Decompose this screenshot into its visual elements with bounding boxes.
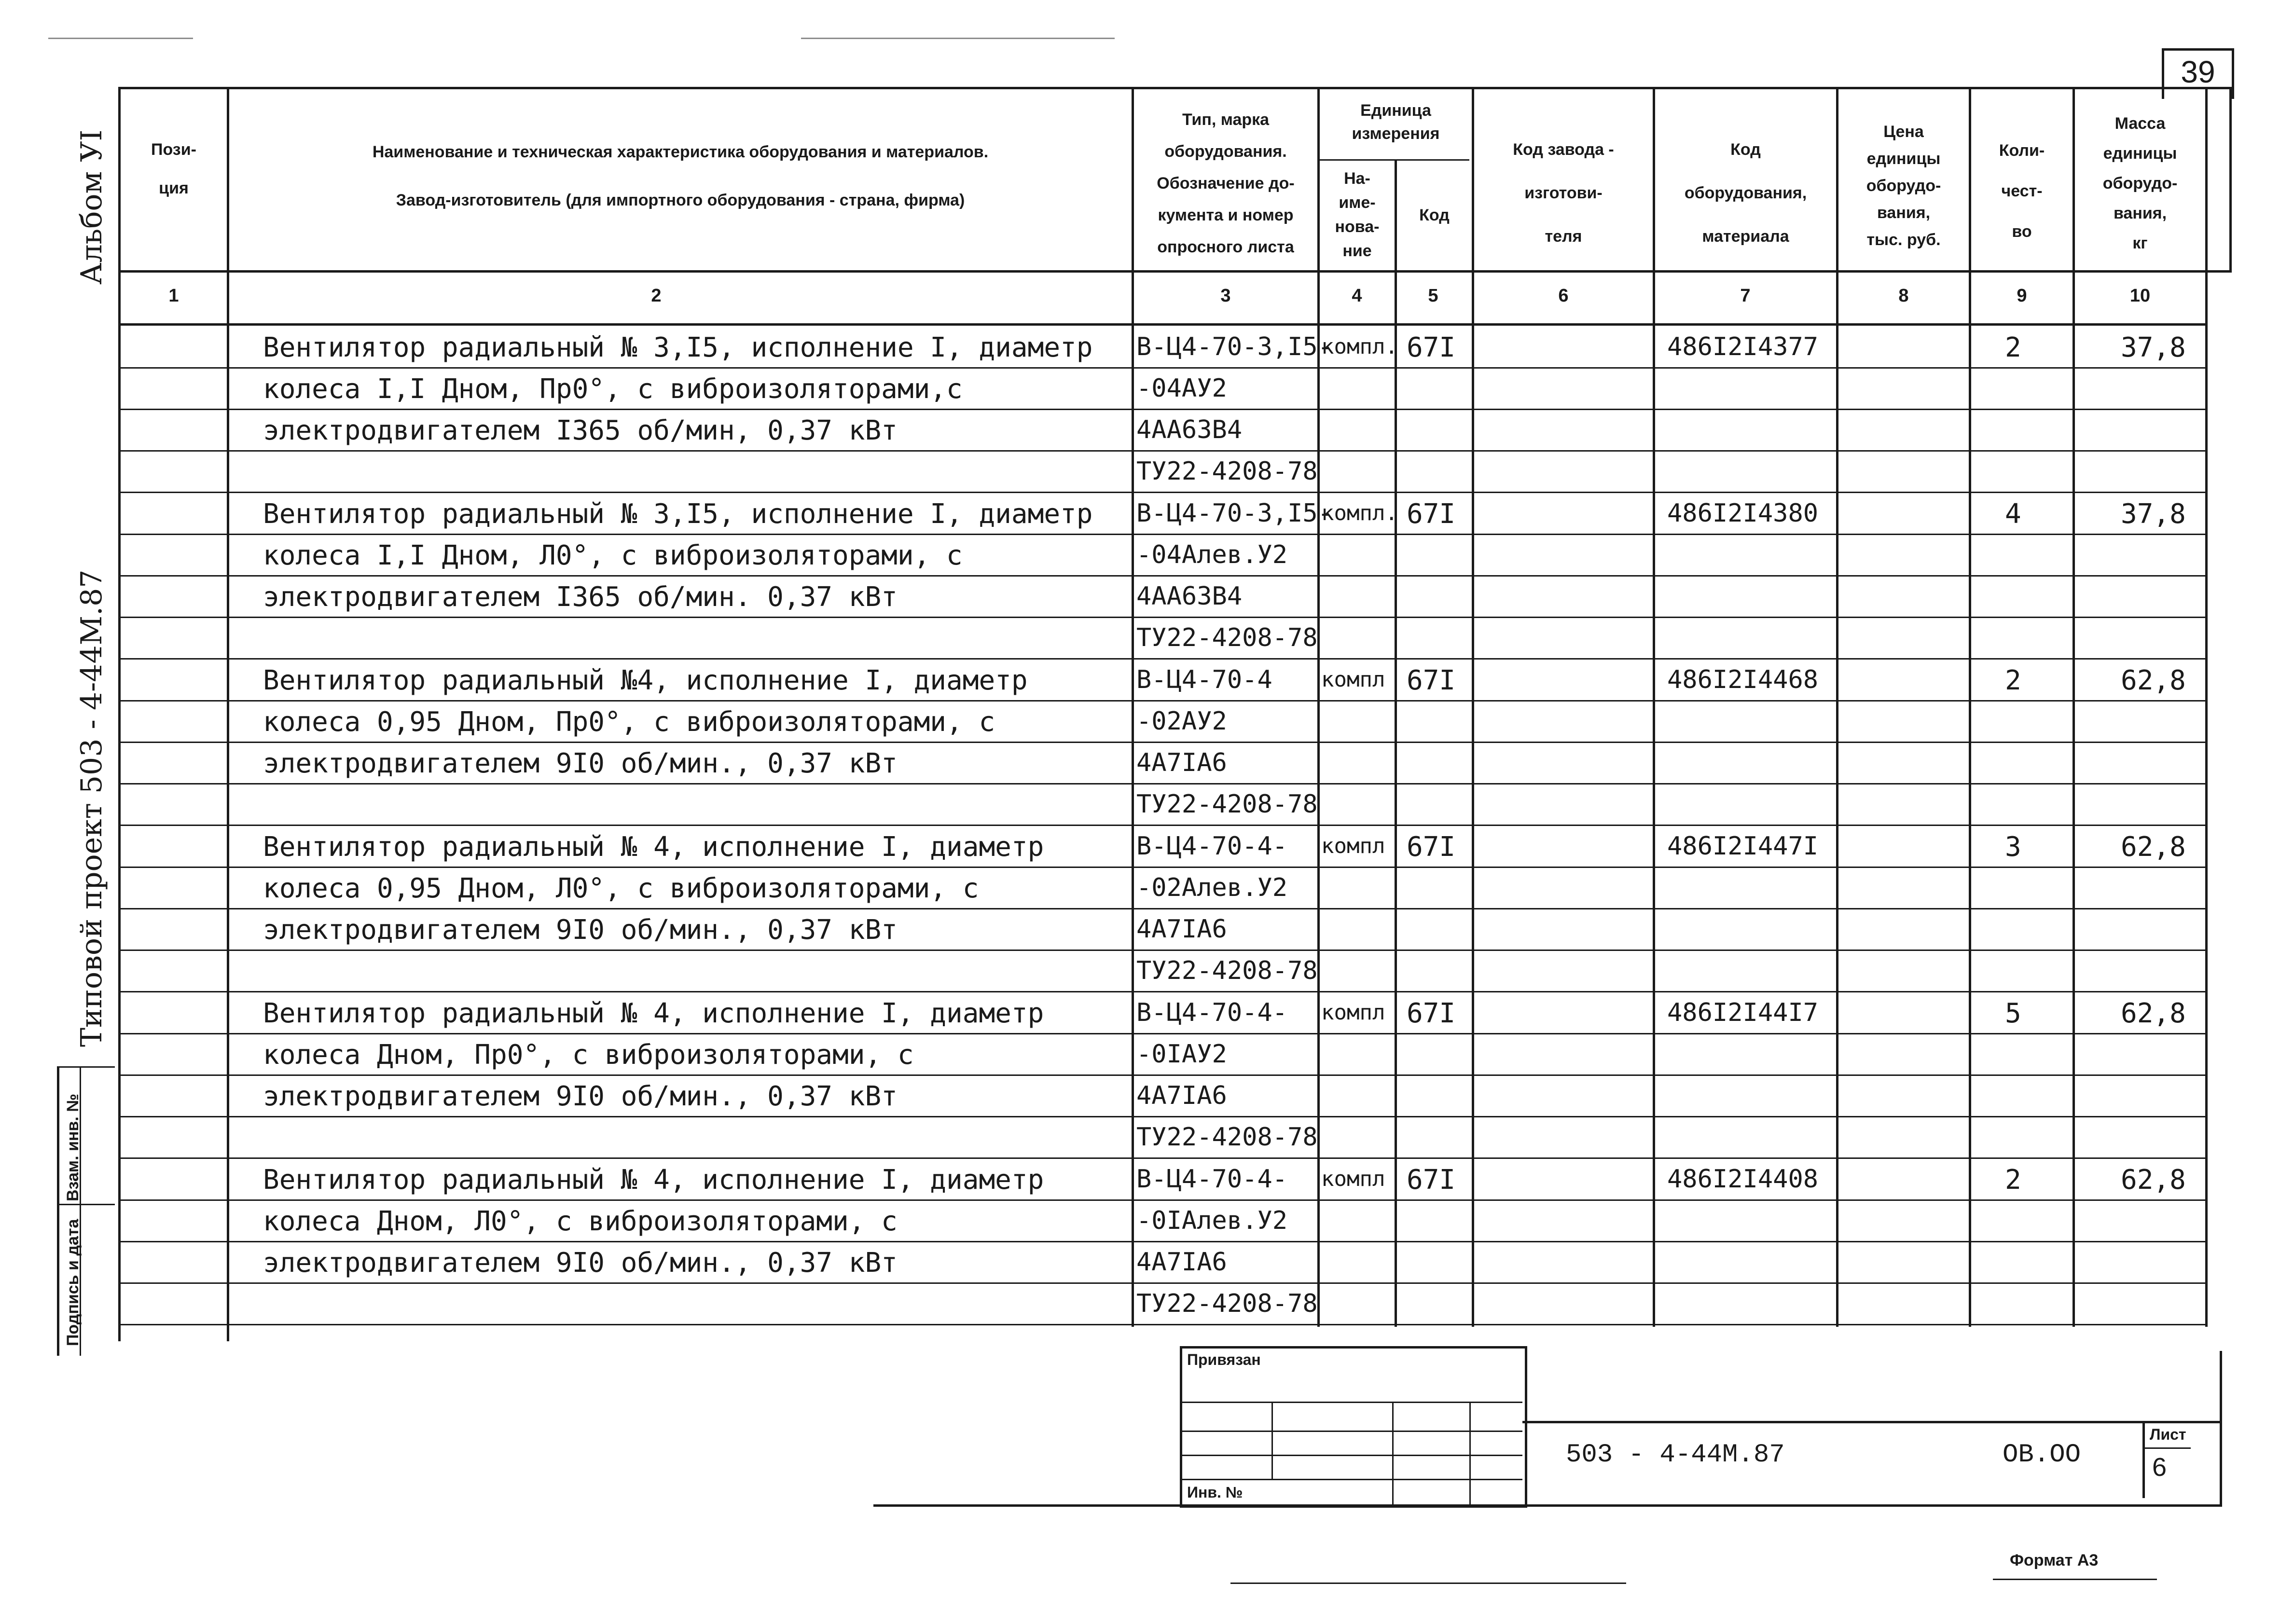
- item-unit: компл: [1321, 667, 1385, 692]
- stamp-vline: [1271, 1402, 1273, 1479]
- row-line: [118, 908, 2208, 909]
- row-line: [118, 991, 2208, 992]
- item-type-line: ТУ22-4208-78: [1136, 956, 1318, 985]
- column-number: 9: [2017, 286, 2027, 306]
- item-quantity: 5: [2005, 998, 2021, 1029]
- item-type-line: ТУ22-4208-78: [1136, 790, 1318, 819]
- doc-code: 503 - 4-44М.87: [1566, 1440, 1785, 1470]
- stamp-line: [1180, 1455, 1522, 1456]
- item-mass: 37,8: [2121, 332, 2186, 363]
- col-sep: [1472, 87, 1474, 1327]
- row-line: [118, 1116, 2208, 1117]
- item-mass: 37,8: [2121, 498, 2186, 530]
- item-quantity: 4: [2005, 498, 2021, 530]
- column-number: 8: [1898, 286, 1909, 306]
- row-line: [118, 783, 2208, 784]
- scan-mark: [48, 38, 193, 39]
- item-name-line: Вентилятор радиальный № 4, исполнение I, диаметр: [263, 1164, 1044, 1196]
- item-type-line: 4А7IА6: [1136, 915, 1227, 944]
- table-left: [118, 87, 121, 1341]
- row-line: [118, 367, 2208, 369]
- item-name-line: колеса 0,95 Дном, Пр0°, с виброизоляторами, с: [263, 706, 995, 738]
- item-unit: компл.: [1321, 334, 1398, 359]
- col-sep: [1969, 87, 1971, 1327]
- row-line: [118, 1324, 2208, 1325]
- row-line: [118, 617, 2208, 618]
- title-block-right: [2220, 1351, 2222, 1505]
- album-label: Альбом УI: [75, 129, 109, 285]
- header-position: Пози- ция: [151, 140, 196, 197]
- item-type-line: ТУ22-4208-78: [1136, 623, 1318, 652]
- project-label: Типовой проект 503 - 4-44М.87: [75, 569, 109, 1047]
- row-line: [118, 1157, 2208, 1159]
- stamp-line: [1180, 1431, 1522, 1432]
- item-name-line: Вентилятор радиальный № 4, исполнение I, диаметр: [263, 998, 1044, 1029]
- item-equipment-code: 486I2I44I7: [1667, 998, 1819, 1027]
- column-number: 5: [1428, 286, 1438, 306]
- item-quantity: 2: [2005, 332, 2021, 363]
- item-name-line: электродвигателем 9I0 об/мин., 0,37 кВт: [263, 914, 898, 946]
- item-name-line: Вентилятор радиальный №4, исполнение I, диаметр: [263, 665, 1028, 696]
- item-type-line: 4АА63В4: [1136, 582, 1243, 611]
- page-number: 39: [2181, 55, 2215, 89]
- item-mass: 62,8: [2121, 1164, 2186, 1196]
- header-type: Тип, марка оборудования. Обозначение до- кумента и номер опросного листа: [1157, 110, 1295, 256]
- item-type-line: 4А7IА6: [1136, 1248, 1227, 1277]
- item-name-line: электродвигателем 9I0 об/мин., 0,37 кВт: [263, 748, 898, 779]
- item-type-line: -04Алев.У2: [1136, 540, 1288, 569]
- stamp-inv: Инв. №: [1187, 1484, 1243, 1501]
- stamp-privyazan: Привязан: [1187, 1351, 1261, 1368]
- col-sep: [1132, 87, 1134, 1327]
- list-number: 6: [2152, 1453, 2167, 1482]
- item-unit-code: 67I: [1407, 665, 1456, 696]
- stamp-vline: [1392, 1402, 1394, 1505]
- row-line: [118, 450, 2208, 452]
- stamp-line: [1180, 1479, 1522, 1480]
- header-bottom: [118, 270, 2232, 273]
- item-type-line: ТУ22-4208-78: [1136, 1289, 1318, 1318]
- column-number: 7: [1740, 286, 1751, 306]
- item-type-line: В-Ц4-70-4-: [1136, 1165, 1288, 1194]
- item-name-line: колеса Дном, Пр0°, с виброизоляторами, с: [263, 1039, 914, 1071]
- item-mass: 62,8: [2121, 998, 2186, 1029]
- header-name: Наименование и техническая характеристика оборудования и материалов. Завод-изготовитель (для импортного оборудования - страна, фирма): [372, 143, 989, 209]
- item-type-line: В-Ц4-70-4-: [1136, 998, 1288, 1027]
- header-equipment-code: Код оборудования, материала: [1684, 140, 1807, 246]
- item-type-line: В-Ц4-70-4: [1136, 665, 1272, 694]
- item-equipment-code: 486I2I4468: [1667, 665, 1819, 694]
- item-equipment-code: 486I2I4380: [1667, 499, 1819, 528]
- item-name-line: колеса 0,95 Дном, Л0°, с виброизоляторами, с: [263, 873, 979, 904]
- row-line: [118, 825, 2208, 826]
- item-name-line: электродвигателем I365 об/мин. 0,37 кВт: [263, 581, 898, 613]
- item-unit-code: 67I: [1407, 498, 1456, 530]
- item-name-line: колеса I,I Дном, Пр0°, с виброизоляторами,с: [263, 373, 963, 405]
- item-equipment-code: 486I2I4377: [1667, 332, 1819, 361]
- item-unit-code: 67I: [1407, 332, 1456, 363]
- item-unit: компл: [1321, 1167, 1385, 1191]
- row-line: [118, 742, 2208, 743]
- header-factory-code: Код завода - изготови- теля: [1513, 140, 1614, 246]
- item-name-line: колеса I,I Дном, Л0°, с виброизоляторами, с: [263, 540, 963, 571]
- row-line: [118, 575, 2208, 577]
- header-mass: Масса единицы оборудо- вания, кг: [2102, 114, 2178, 252]
- item-type-line: 4А7IА6: [1136, 1081, 1227, 1110]
- list-box-line: [2142, 1447, 2191, 1449]
- item-unit-code: 67I: [1407, 998, 1456, 1029]
- header-unit-group: Единица измерения: [1352, 101, 1440, 143]
- stamp-line: [1180, 1402, 1522, 1403]
- podpis-label: Подпись и дата: [64, 1219, 82, 1346]
- col-sep: [1317, 87, 1320, 1327]
- column-number: 10: [2129, 286, 2151, 306]
- format-label: Формат А3: [2010, 1551, 2099, 1569]
- item-equipment-code: 486I2I447I: [1667, 832, 1819, 861]
- header-unit-name: На- име- нова- ние: [1335, 169, 1380, 260]
- item-type-line: -0IАУ2: [1136, 1040, 1227, 1069]
- row-line: [118, 867, 2208, 868]
- item-name-line: электродвигателем I365 об/мин, 0,37 кВт: [263, 415, 898, 446]
- item-name-line: Вентилятор радиальный № 4, исполнение I, диаметр: [263, 831, 1044, 863]
- item-mass: 62,8: [2121, 665, 2186, 696]
- row-line: [118, 1074, 2208, 1076]
- item-quantity: 2: [2005, 1164, 2021, 1196]
- item-type-line: В-Ц4-70-3,I5-: [1136, 499, 1333, 528]
- col-sep: [2205, 87, 2208, 1327]
- column-number: 6: [1558, 286, 1569, 306]
- item-unit-code: 67I: [1407, 831, 1456, 863]
- item-type-line: В-Ц4-70-4-: [1136, 832, 1288, 861]
- item-type-line: -02Алев.У2: [1136, 873, 1288, 902]
- scan-mark: [801, 38, 1115, 39]
- item-unit: компл.: [1321, 501, 1398, 525]
- row-line: [118, 1282, 2208, 1284]
- col-sep: [227, 87, 229, 1341]
- colnum-bottom: [118, 323, 2208, 326]
- item-type-line: ТУ22-4208-78: [1136, 457, 1318, 486]
- margin-divider: [57, 1066, 115, 1068]
- stamp-vline: [1469, 1402, 1471, 1505]
- item-type-line: -0IАлев.У2: [1136, 1206, 1288, 1235]
- item-type-line: -04АУ2: [1136, 374, 1227, 403]
- row-line: [118, 534, 2208, 535]
- item-unit: компл: [1321, 1000, 1385, 1025]
- row-line: [118, 700, 2208, 702]
- header-unit-code: Код: [1419, 206, 1450, 224]
- doc-mark: ОВ.ОО: [2003, 1440, 2081, 1470]
- title-block-bottom: [873, 1504, 2222, 1507]
- col-sep: [2073, 87, 2075, 1327]
- item-type-line: 4А7IА6: [1136, 748, 1227, 777]
- item-name-line: колеса Дном, Л0°, с виброизоляторами, с: [263, 1206, 898, 1237]
- table-right: [2229, 87, 2232, 270]
- col-sep: [1836, 87, 1838, 1327]
- item-mass: 62,8: [2121, 831, 2186, 863]
- item-equipment-code: 486I2I4408: [1667, 1165, 1819, 1194]
- margin-border: [80, 1066, 81, 1356]
- item-type-line: В-Ц4-70-3,I5-: [1136, 332, 1333, 361]
- item-type-line: 4АА63В4: [1136, 415, 1243, 444]
- row-line: [118, 658, 2208, 660]
- margin-divider: [57, 1204, 115, 1205]
- row-line: [118, 1241, 2208, 1242]
- item-unit: компл: [1321, 834, 1385, 858]
- table-top: [118, 87, 2232, 89]
- item-name-line: Вентилятор радиальный № 3,I5, исполнение I, диаметр: [263, 332, 1093, 363]
- list-label: Лист: [2150, 1426, 2186, 1443]
- header-price: Цена единицы оборудо- вания, тыс. руб.: [1866, 123, 1941, 249]
- row-line: [118, 409, 2208, 410]
- row-line: [118, 950, 2208, 951]
- item-unit-code: 67I: [1407, 1164, 1456, 1196]
- footer-line: [1993, 1579, 2157, 1580]
- row-line: [118, 492, 2208, 493]
- item-name-line: электродвигателем 9I0 об/мин., 0,37 кВт: [263, 1247, 898, 1279]
- vzam-label: Взам. инв. №: [64, 1093, 82, 1201]
- column-number: 4: [1352, 286, 1362, 306]
- footer-line: [1230, 1583, 1626, 1584]
- item-type-line: -02АУ2: [1136, 707, 1227, 736]
- column-number: 2: [651, 286, 662, 306]
- col-sep: [1653, 87, 1655, 1327]
- header-qty: Коли- чест- во: [1999, 141, 2045, 241]
- item-name-line: электродвигателем 9I0 об/мин., 0,37 кВт: [263, 1081, 898, 1112]
- item-type-line: ТУ22-4208-78: [1136, 1123, 1318, 1152]
- title-block-top: [1522, 1421, 2222, 1423]
- column-number: 3: [1220, 286, 1231, 306]
- item-quantity: 3: [2005, 831, 2021, 863]
- item-name-line: Вентилятор радиальный № 3,I5, исполнение I, диаметр: [263, 498, 1093, 530]
- column-number: 1: [168, 286, 179, 306]
- item-quantity: 2: [2005, 665, 2021, 696]
- margin-border: [57, 1066, 59, 1356]
- row-line: [118, 1033, 2208, 1034]
- row-line: [118, 1199, 2208, 1201]
